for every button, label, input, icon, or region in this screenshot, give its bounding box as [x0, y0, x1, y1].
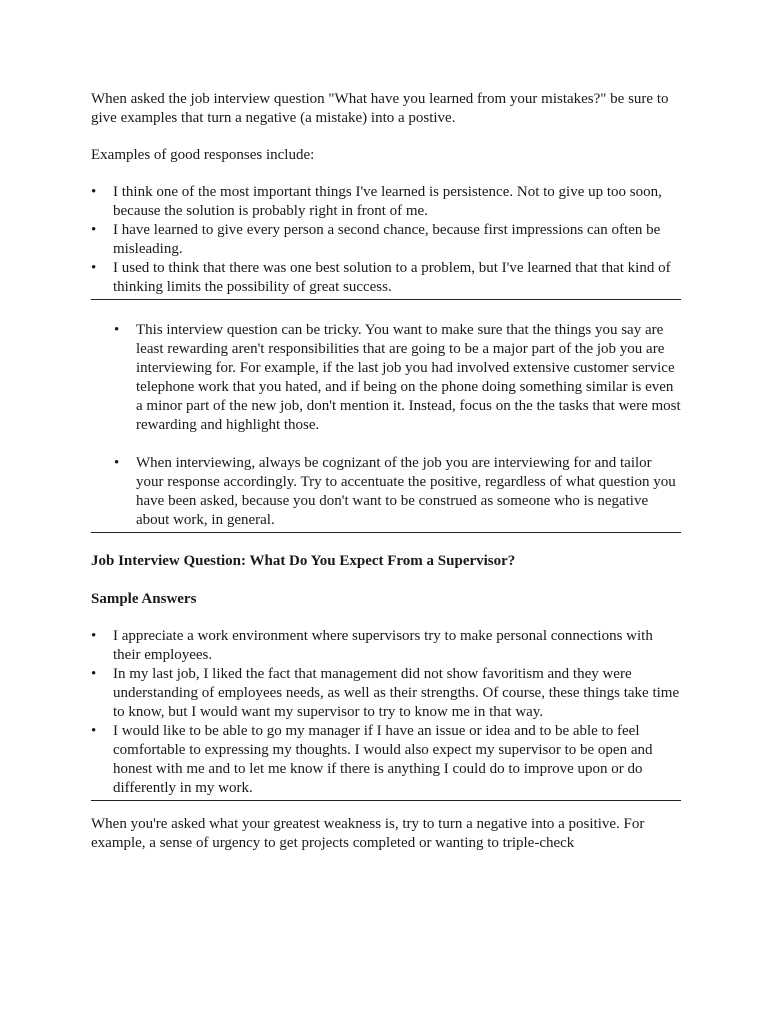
list-item: • I used to think that there was one best solution to a problem, but I've learned that that kind of thinking limits the possibility of great success.: [91, 259, 681, 297]
examples-lead: Examples of good responses include:: [91, 147, 315, 163]
list-item: • I have learned to give every person a second chance, because first impressions can often be misleading.: [91, 221, 681, 259]
tips-list: [91, 321, 681, 530]
section-heading: Job Interview Question: What Do You Expect From a Supervisor?: [91, 553, 516, 569]
divider: [91, 532, 681, 533]
list-item: • I appreciate a work environment where supervisors try to make personal connections with their employees.: [91, 627, 681, 665]
closing-paragraph: When you're asked what your greatest weakness is, try to turn a negative into a positive. For example, a sense of urgency to get projects completed or wanting to triple-check: [91, 816, 645, 851]
list-item: • This interview question can be tricky. You want to make sure that the things you say are least rewarding aren't responsibilities that are going to be a major part of the job you are interviewing for. For example, if the last job you had involved extensive customer service telephone work that you hated, and if being on the phone doing something similar is even a minor part of the new job, don't mention it. Instead, focus on the the tasks that were most rewarding and highlight those.: [114, 321, 681, 435]
list-item: • When interviewing, always be cognizant of the job you are interviewing for and tailor your response accordingly. Try to accentuate the positive, regardless of what question you have been asked, because you don't want to be construed as someone who is negative about work, in general.: [114, 454, 681, 530]
list-item: • I would like to be able to go my manager if I have an issue or idea and to be able to feel comfortable to expressing my thoughts. I would also expect my supervisor to be open and honest with me and to let me know if there is anything I could do to improve upon or do differently in my work.: [91, 722, 681, 798]
answers-list: [91, 627, 681, 798]
divider: [91, 800, 681, 801]
intro-paragraph: When asked the job interview question "What have you learned from your mistakes?" be sure to give examples that turn a negative (a mistake) into a postive.: [91, 91, 669, 126]
examples-list: [91, 183, 681, 297]
divider: [91, 299, 681, 300]
document-page: [91, 90, 681, 853]
list-item: • I think one of the most important things I've learned is persistence. Not to give up too soon, because the solution is probably right in front of me.: [91, 183, 681, 221]
list-item: • In my last job, I liked the fact that management did not show favoritism and they were understanding of employees needs, as well as their strengths. Of course, these things take time to know, but I would want my supervisor to try to know me in that way.: [91, 665, 681, 722]
sample-answers-heading: Sample Answers: [91, 591, 197, 607]
